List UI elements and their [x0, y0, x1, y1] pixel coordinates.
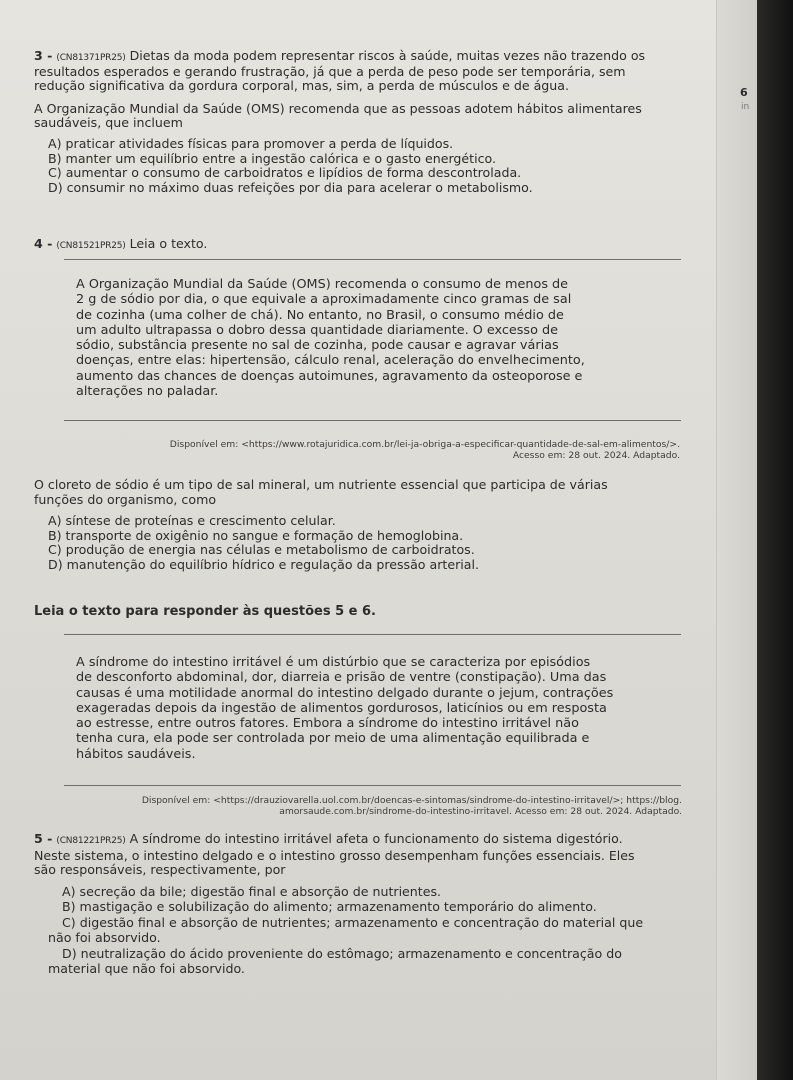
option-a[interactable]: A) praticar atividades físicas para promover a perda de líquidos. — [48, 136, 454, 151]
text-line: ao estresse, entre outros fatores. Embora a síndrome do intestino irritável não — [76, 716, 579, 732]
question-number: 4 - — [34, 236, 53, 251]
options-list — [48, 884, 686, 977]
option-c-continued[interactable]: não foi absorvido. — [48, 930, 161, 945]
option-a[interactable]: A) síntese de proteínas e crescimento celular. — [48, 513, 336, 528]
text-line: A Organização Mundial da Saúde (OMS) recomenda o consumo de menos de — [76, 277, 569, 292]
question-4-stem — [34, 478, 684, 572]
text-line: tenha cura, ela pode ser controlada por meio de uma alimentação equilibrada e — [76, 731, 590, 747]
text-line: sódio, substância presente no sal de cozinha, pode causar e agravar várias — [76, 338, 559, 354]
background-edge — [757, 0, 793, 1080]
option-b[interactable]: B) manter um equilíbrio entre a ingestão calórica e o gasto energético. — [48, 150, 497, 166]
stem-line: A síndrome do intestino irritável afeta o funcionamento do sistema digestório. — [129, 831, 623, 846]
text-line: de cozinha (uma colher de chá). No entanto, no Brasil, o consumo médio de — [76, 307, 564, 323]
question-number: 5 - — [34, 831, 53, 846]
text-line: aumento das chances de doenças autoimunes, agravamento da osteoporose e — [76, 368, 583, 384]
option-b[interactable]: B) transporte de oxigênio no sangue e formação de hemoglobina. — [48, 527, 464, 543]
question-5 — [34, 832, 686, 977]
option-d[interactable]: D) manutenção do equilíbrio hídrico e regulação da pressão arterial. — [48, 556, 479, 572]
text-line: A síndrome do intestino irritável é um distúrbio que se caracteriza por episódios — [76, 655, 591, 670]
option-d-continued[interactable]: material que não foi absorvido. — [48, 961, 245, 976]
next-page-fragment: in — [741, 102, 750, 112]
reading-text-box — [64, 259, 681, 421]
source-citation: Disponível em: <https://www.rotajuridica.com.br/lei-ja-obriga-a-especificar-quantidade-de-sal-em-alimentos/>. Acesso em: 28 out. 2024. Adaptado. — [169, 439, 680, 461]
next-page-number: 6 — [740, 86, 748, 99]
options-list — [48, 514, 684, 572]
instruction: Leia o texto. — [129, 236, 208, 251]
option-d[interactable]: D) consumir no máximo duas refeições por dia para acelerar o metabolismo. — [48, 179, 533, 195]
source-citation: Disponível em: <https://drauziovarella.uol.com.br/doencas-e-sintomas/sindrome-do-intestino-irritavel/>; https://blog. amorsaude.com.br/sindrome-do-intestino-irritavel. Acesso em: 28 out. 2024. Adaptado. — [141, 795, 682, 817]
option-d[interactable]: D) neutralização do ácido proveniente do estômago; armazenamento e concentração do — [62, 945, 622, 961]
text-line: doenças, entre elas: hipertensão, cálculo renal, aceleração do envelhecimento, — [76, 353, 585, 369]
stem-line: resultados esperados e gerando frustração, já que a perda de peso pode ser temporária, sem — [34, 64, 626, 79]
options-list — [48, 137, 684, 195]
intro-line: saudáveis, que incluem — [34, 115, 183, 130]
option-c[interactable]: C) produção de energia nas células e metabolismo de carboidratos. — [48, 542, 475, 558]
question-code: (CN81221PR25) — [56, 836, 126, 846]
text-line: um adulto ultrapassa o dobro dessa quantidade diariamente. O excesso de — [76, 322, 558, 338]
text-line: de desconforto abdominal, dor, diarreia e prisão de ventre (constipação). Uma das — [76, 670, 607, 686]
option-a[interactable]: A) secreção da bile; digestão final e absorção de nutrientes. — [62, 883, 442, 899]
stem-line: O cloreto de sódio é um tipo de sal mineral, um nutriente essencial que participa de várias — [34, 477, 608, 492]
text-line: causas é uma motilidade anormal do intestino delgado durante o jejum, contrações — [76, 685, 614, 701]
option-c[interactable]: C) aumentar o consumo de carboidratos e lipídios de forma descontrolada. — [48, 165, 522, 181]
stem-line: Dietas da moda podem representar riscos à saúde, muitas vezes não trazendo os — [129, 48, 646, 63]
reading-text-box — [64, 634, 681, 786]
text-line: exageradas depois da ingestão de alimentos gordurosos, laticínios ou em resposta — [76, 700, 607, 716]
intro-line: A Organização Mundial da Saúde (OMS) recomenda que as pessoas adotem hábitos alimentares — [34, 101, 642, 116]
section-heading: Leia o texto para responder às questões 5 e 6. — [34, 604, 376, 619]
question-3 — [34, 49, 684, 195]
question-code: (CN81521PR25) — [56, 241, 126, 251]
next-page-edge — [716, 0, 758, 1080]
question-code: (CN81371PR25) — [56, 53, 126, 63]
stem-line: redução significativa da gordura corporal, mas, sim, a perda de músculos e de água. — [34, 78, 570, 93]
stem-line: Neste sistema, o intestino delgado e o intestino grosso desempenham funções essenciais. Eles — [34, 847, 635, 863]
text-line: hábitos saudáveis. — [76, 746, 196, 762]
question-4-header — [34, 236, 684, 251]
option-b[interactable]: B) mastigação e solubilização do alimento; armazenamento temporário do alimento. — [62, 899, 597, 914]
stem-line: são responsáveis, respectivamente, por — [34, 862, 286, 877]
text-line: 2 g de sódio por dia, o que equivale a aproximadamente cinco gramas de sal — [76, 292, 572, 308]
option-c[interactable]: C) digestão final e absorção de nutrientes; armazenamento e concentração do material que — [62, 914, 644, 930]
question-number: 3 - — [34, 48, 53, 63]
text-line: alterações no paladar. — [76, 384, 219, 400]
stem-line: funções do organismo, como — [34, 491, 217, 507]
